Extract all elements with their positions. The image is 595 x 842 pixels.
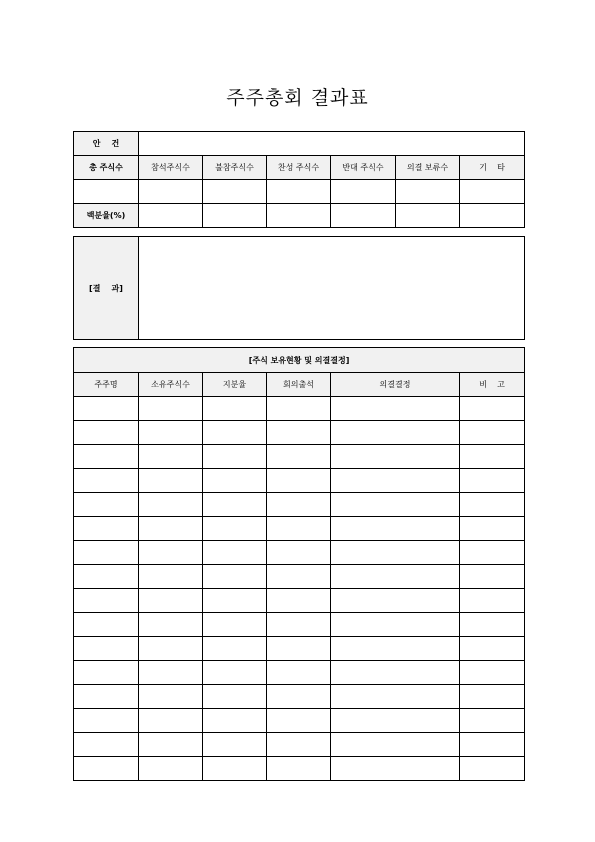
table-cell[interactable] [74, 613, 139, 637]
column-header: 참석주식수 [139, 156, 203, 180]
value-cell[interactable] [331, 180, 396, 204]
table-cell[interactable] [74, 493, 139, 517]
holdings-header-row [74, 373, 525, 397]
table-cell[interactable] [460, 757, 525, 781]
value-cell[interactable] [139, 204, 203, 228]
table-cell[interactable] [460, 685, 525, 709]
table-cell[interactable] [203, 589, 267, 613]
table-cell[interactable] [203, 445, 267, 469]
table-cell[interactable] [267, 685, 331, 709]
table-cell[interactable] [74, 709, 139, 733]
table-cell[interactable] [267, 493, 331, 517]
table-cell[interactable] [203, 541, 267, 565]
table-cell[interactable] [267, 661, 331, 685]
summary-header-row [74, 156, 525, 180]
table-cell[interactable] [331, 517, 460, 541]
table-cell[interactable] [267, 397, 331, 421]
table-cell[interactable] [74, 517, 139, 541]
value-cell[interactable] [460, 204, 525, 228]
total-shares-label: 총 주식수 [74, 156, 139, 180]
table-cell[interactable] [267, 613, 331, 637]
table-cell[interactable] [203, 637, 267, 661]
table-cell[interactable] [139, 637, 203, 661]
column-header: 비 고 [460, 373, 525, 397]
value-cell[interactable] [74, 180, 139, 204]
table-row [74, 733, 525, 757]
table-cell[interactable] [331, 589, 460, 613]
column-header: 회의출석 [267, 373, 331, 397]
table-cell[interactable] [460, 613, 525, 637]
table-row [74, 541, 525, 565]
table-cell[interactable] [267, 589, 331, 613]
table-cell[interactable] [267, 541, 331, 565]
table-cell[interactable] [203, 397, 267, 421]
table-cell[interactable] [267, 421, 331, 445]
agenda-label: 안 건 [74, 132, 139, 156]
table-cell[interactable] [331, 469, 460, 493]
value-cell[interactable] [396, 180, 460, 204]
percent-label: 백분율(%) [74, 204, 139, 228]
table-cell[interactable] [203, 493, 267, 517]
table-cell[interactable] [460, 397, 525, 421]
table-cell[interactable] [267, 517, 331, 541]
value-cell[interactable] [139, 180, 203, 204]
table-row [74, 613, 525, 637]
table-cell[interactable] [331, 757, 460, 781]
table-cell[interactable] [331, 565, 460, 589]
table-cell[interactable] [139, 445, 203, 469]
value-cell[interactable] [396, 204, 460, 228]
table-cell[interactable] [203, 757, 267, 781]
table-cell[interactable] [460, 565, 525, 589]
result-row [74, 237, 525, 340]
table-cell[interactable] [203, 733, 267, 757]
result-value[interactable] [139, 237, 525, 340]
table-cell[interactable] [203, 469, 267, 493]
table-row [74, 493, 525, 517]
table-cell[interactable] [203, 709, 267, 733]
value-cell[interactable] [203, 180, 267, 204]
table-cell[interactable] [460, 421, 525, 445]
table-cell[interactable] [331, 445, 460, 469]
table-cell[interactable] [331, 541, 460, 565]
table-cell[interactable] [74, 565, 139, 589]
table-cell[interactable] [331, 397, 460, 421]
column-header: 기 타 [460, 156, 525, 180]
table-cell[interactable] [203, 517, 267, 541]
table-cell[interactable] [74, 421, 139, 445]
table-cell[interactable] [139, 685, 203, 709]
table-row [74, 517, 525, 541]
table-row [74, 637, 525, 661]
table-cell[interactable] [460, 589, 525, 613]
table-cell[interactable] [139, 613, 203, 637]
table-cell[interactable] [203, 565, 267, 589]
column-header: 의결 보류수 [396, 156, 460, 180]
table-cell[interactable] [460, 445, 525, 469]
holdings-title: [주식 보유현황 및 의결결정] [74, 348, 525, 373]
table-row [74, 565, 525, 589]
summary-table [73, 131, 525, 228]
table-cell[interactable] [267, 637, 331, 661]
table-cell[interactable] [331, 709, 460, 733]
table-cell[interactable] [331, 613, 460, 637]
table-cell[interactable] [331, 637, 460, 661]
table-cell[interactable] [139, 589, 203, 613]
holdings-title-row [74, 348, 525, 373]
table-cell[interactable] [139, 733, 203, 757]
value-cell[interactable] [267, 180, 331, 204]
table-cell[interactable] [460, 469, 525, 493]
table-cell[interactable] [460, 661, 525, 685]
table-cell[interactable] [139, 421, 203, 445]
table-row [74, 469, 525, 493]
table-cell[interactable] [139, 469, 203, 493]
table-cell[interactable] [74, 589, 139, 613]
table-row [74, 421, 525, 445]
value-cell[interactable] [203, 204, 267, 228]
table-row [74, 445, 525, 469]
table-cell[interactable] [74, 445, 139, 469]
value-cell[interactable] [460, 180, 525, 204]
table-cell[interactable] [74, 757, 139, 781]
table-cell[interactable] [331, 661, 460, 685]
table-cell[interactable] [139, 709, 203, 733]
table-cell[interactable] [74, 733, 139, 757]
table-cell[interactable] [139, 757, 203, 781]
column-header: 반대 주식수 [331, 156, 396, 180]
table-cell[interactable] [267, 469, 331, 493]
value-cell[interactable] [267, 204, 331, 228]
table-cell[interactable] [331, 685, 460, 709]
table-cell[interactable] [74, 469, 139, 493]
table-row [74, 661, 525, 685]
column-header: 소유주식수 [139, 373, 203, 397]
percent-row [74, 204, 525, 228]
value-cell[interactable] [331, 204, 396, 228]
table-cell[interactable] [139, 517, 203, 541]
column-header: 의결결정 [331, 373, 460, 397]
table-cell[interactable] [74, 541, 139, 565]
table-cell[interactable] [203, 613, 267, 637]
result-table [73, 236, 525, 340]
table-cell[interactable] [267, 757, 331, 781]
table-row [74, 709, 525, 733]
table-cell[interactable] [74, 661, 139, 685]
table-cell[interactable] [267, 709, 331, 733]
table-cell[interactable] [267, 733, 331, 757]
table-row [74, 757, 525, 781]
table-cell[interactable] [139, 541, 203, 565]
table-cell[interactable] [460, 637, 525, 661]
table-cell[interactable] [203, 685, 267, 709]
table-cell[interactable] [331, 421, 460, 445]
table-cell[interactable] [460, 541, 525, 565]
table-row [74, 589, 525, 613]
total-shares-values-row [74, 180, 525, 204]
table-cell[interactable] [74, 637, 139, 661]
column-header: 찬성 주식수 [267, 156, 331, 180]
table-cell[interactable] [267, 445, 331, 469]
table-cell[interactable] [460, 493, 525, 517]
table-cell[interactable] [203, 421, 267, 445]
table-cell[interactable] [331, 733, 460, 757]
table-cell[interactable] [139, 565, 203, 589]
table-cell[interactable] [74, 397, 139, 421]
table-cell[interactable] [460, 517, 525, 541]
column-header: 지분율 [203, 373, 267, 397]
table-row [74, 685, 525, 709]
table-cell[interactable] [267, 565, 331, 589]
result-label: [결 과] [74, 237, 139, 340]
table-cell[interactable] [74, 685, 139, 709]
table-cell[interactable] [460, 709, 525, 733]
column-header: 주주명 [74, 373, 139, 397]
holdings-table [73, 347, 525, 781]
table-cell[interactable] [139, 493, 203, 517]
table-row [74, 397, 525, 421]
table-cell[interactable] [331, 493, 460, 517]
table-cell[interactable] [139, 397, 203, 421]
table-cell[interactable] [139, 661, 203, 685]
agenda-row [74, 132, 525, 156]
table-cell[interactable] [460, 733, 525, 757]
column-header: 불참주식수 [203, 156, 267, 180]
page-title: 주주총회 결과표 [226, 87, 369, 109]
agenda-value[interactable] [139, 132, 525, 156]
table-cell[interactable] [203, 661, 267, 685]
